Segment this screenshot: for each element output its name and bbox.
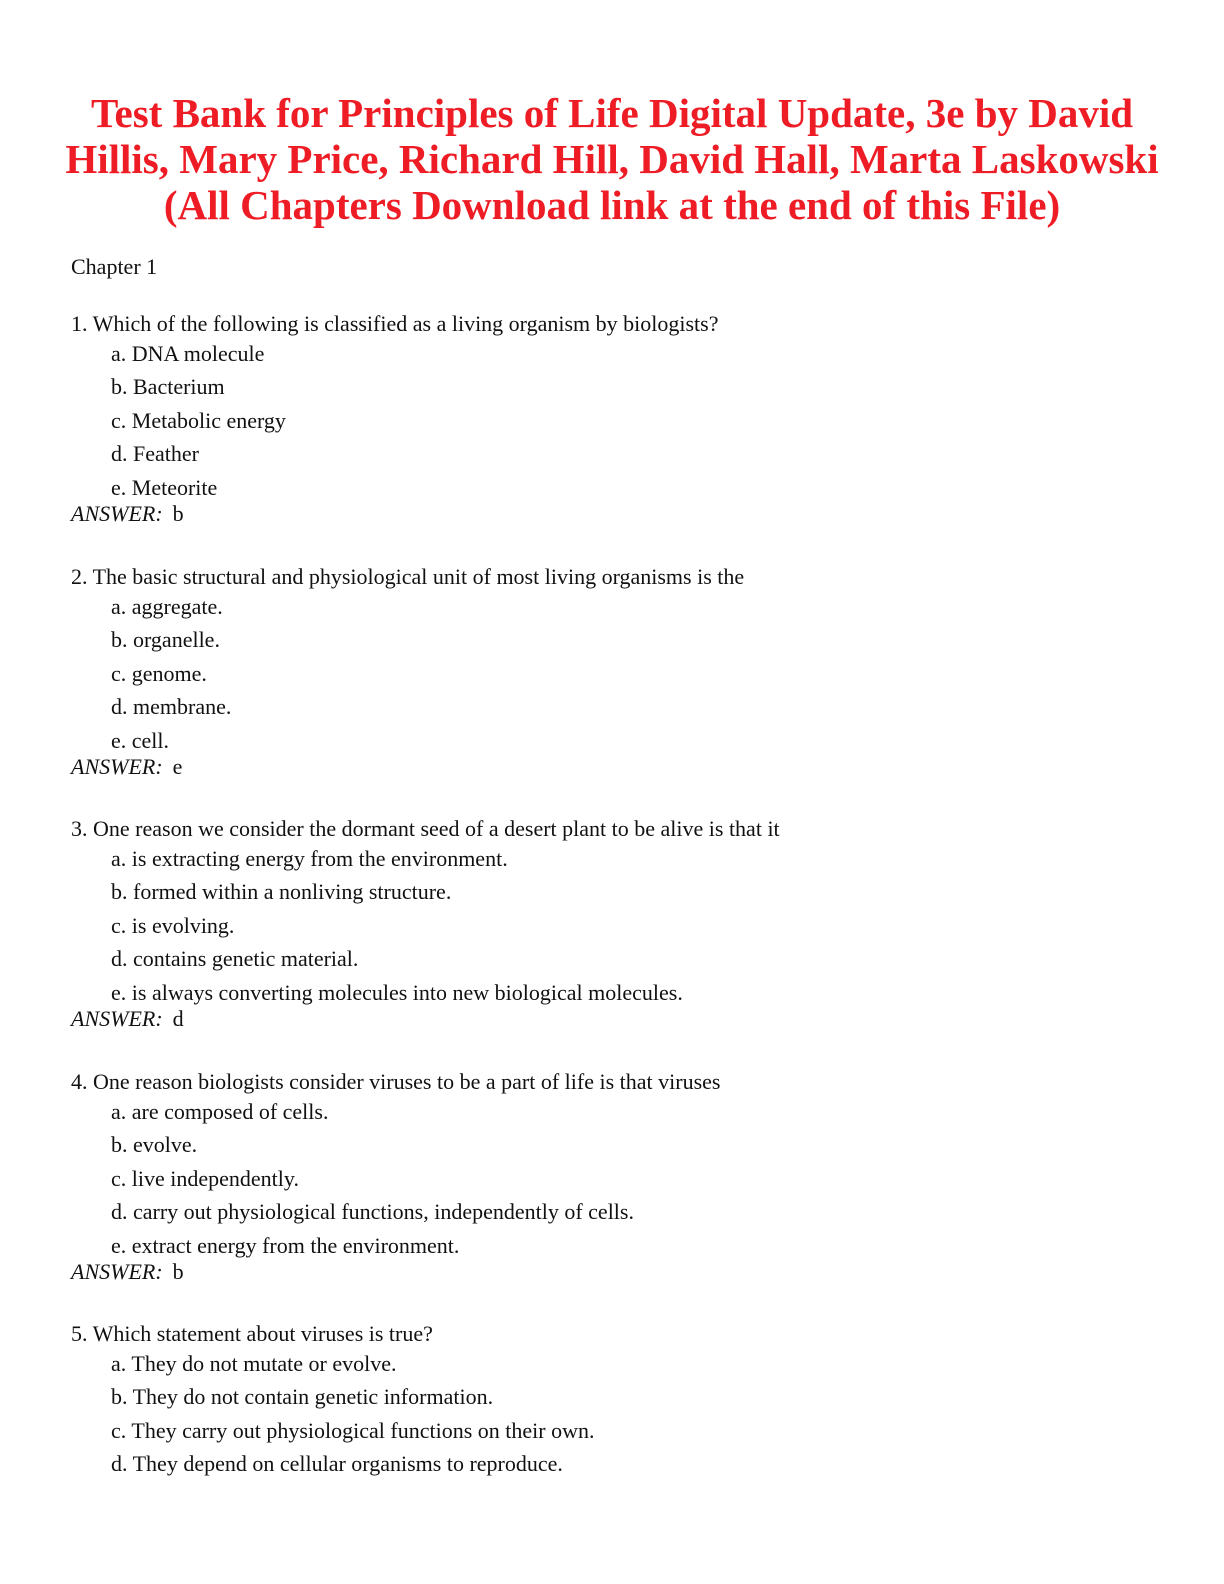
answer-line [71, 754, 1171, 780]
question-2 [71, 564, 1171, 780]
option-c: c. Metabolic energy [111, 407, 286, 433]
option-b: b. Bacterium [111, 374, 225, 400]
option-list [71, 1347, 1171, 1481]
answer-value: b [172, 1258, 184, 1284]
question-stem: 4. One reason biologists consider viruses to be a part of life is that viruses [71, 1069, 721, 1094]
answer-value: d [172, 1005, 184, 1031]
option-c: c. genome. [111, 660, 207, 686]
option-list [71, 337, 1171, 504]
question-stem: 2. The basic structural and physiological unit of most living organisms is the [71, 564, 745, 589]
option-d: d. contains genetic material. [111, 946, 359, 972]
question-1 [71, 311, 1171, 527]
option-e: e. cell. [111, 727, 170, 753]
chapter-heading: Chapter 1 [71, 254, 158, 279]
answer-label: ANSWER: [71, 500, 163, 526]
title-line-2: Hillis, Mary Price, Richard Hill, David Hall, Marta Laskowski [65, 136, 1159, 182]
answer-label: ANSWER: [71, 1258, 163, 1284]
option-e: e. is always converting molecules into new biological molecules. [111, 979, 683, 1005]
option-e: e. extract energy from the environment. [111, 1232, 460, 1258]
option-d: d. Feather [111, 441, 199, 467]
question-3 [71, 816, 1171, 1032]
answer-label: ANSWER: [71, 1005, 163, 1031]
option-list [71, 590, 1171, 757]
option-b: b. formed within a nonliving structure. [111, 879, 452, 905]
answer-value: e [172, 753, 183, 779]
option-a: a. aggregate. [111, 594, 223, 619]
option-c: c. live independently. [111, 1165, 299, 1191]
title-line-1: Test Bank for Principles of Life Digital Update, 3e by David [90, 90, 1134, 136]
title-line-3: (All Chapters Download link at the end of this File) [163, 182, 1061, 228]
option-list [71, 842, 1171, 1009]
option-d: d. They depend on cellular organisms to reproduce. [111, 1451, 563, 1477]
option-a: a. is extracting energy from the environment. [111, 846, 508, 871]
option-a: a. They do not mutate or evolve. [111, 1351, 397, 1376]
option-d: d. membrane. [111, 694, 232, 720]
question-stem: 5. Which statement about viruses is true? [71, 1321, 433, 1346]
answer-label: ANSWER: [71, 753, 163, 779]
question-stem: 3. One reason we consider the dormant seed of a desert plant to be alive is that it [71, 816, 780, 841]
option-d: d. carry out physiological functions, independently of cells. [111, 1199, 634, 1225]
option-a: a. are composed of cells. [111, 1099, 329, 1124]
option-c: c. is evolving. [111, 912, 235, 938]
option-b: b. organelle. [111, 627, 220, 653]
option-c: c. They carry out physiological functions on their own. [111, 1417, 595, 1443]
option-b: b. evolve. [111, 1132, 198, 1158]
option-b: b. They do not contain genetic information. [111, 1384, 494, 1410]
question-stem: 1. Which of the following is classified as a living organism by biologists? [71, 311, 719, 336]
answer-line [71, 1259, 1171, 1285]
answer-line [71, 1006, 1171, 1032]
answer-value: b [172, 500, 184, 526]
document-title [40, 90, 1184, 228]
answer-line [71, 501, 1171, 527]
question-5 [71, 1321, 1171, 1481]
option-e: e. Meteorite [111, 474, 218, 500]
option-a: a. DNA molecule [111, 341, 265, 366]
question-4 [71, 1069, 1171, 1285]
option-list [71, 1095, 1171, 1262]
